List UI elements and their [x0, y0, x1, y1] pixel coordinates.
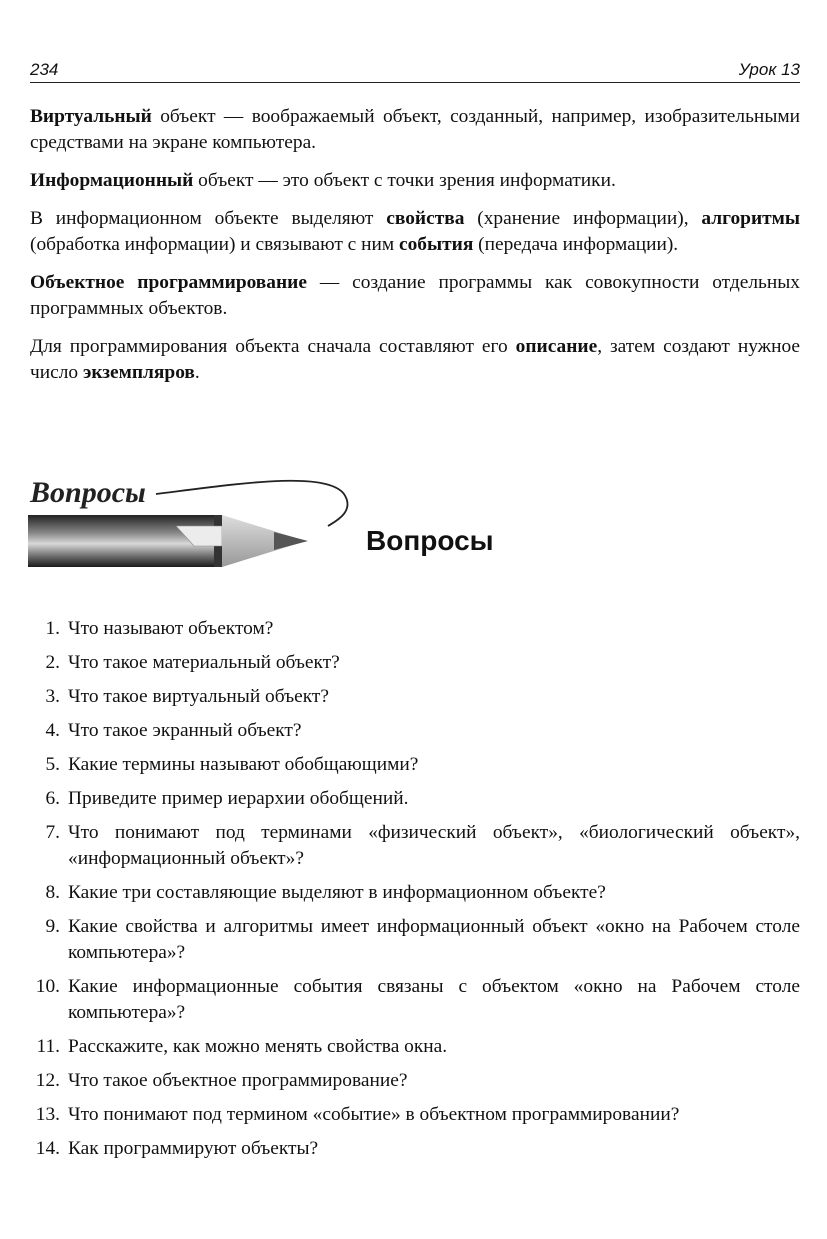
question-number: 8. — [45, 882, 60, 903]
question-text: Что такое виртуальный объект? — [68, 686, 330, 707]
question-item — [30, 1068, 800, 1094]
paragraph — [30, 206, 800, 258]
question-text: Приведите пример иерархии обобщений. — [68, 788, 409, 809]
question-number: 1. — [45, 618, 60, 639]
text-segment: (хранение информации), — [464, 208, 702, 229]
bold-term: события — [399, 234, 474, 255]
question-item — [30, 820, 800, 872]
question-number: 11. — [36, 1036, 60, 1057]
page-number: 234 — [30, 60, 59, 79]
question-text: Расскажите, как можно менять свойства окна. — [68, 1036, 448, 1057]
question-text: Какие информационные события связаны с объектом «окно на Рабочем столе компьютера»? — [68, 976, 800, 1023]
question-number: 5. — [45, 754, 60, 775]
question-number: 14. — [35, 1138, 60, 1159]
question-number: 7. — [45, 822, 60, 843]
text-segment: объект — воображаемый объект, созданный, например, изобразительными средствами на экране компьютера. — [30, 106, 800, 153]
bold-term: описание — [515, 336, 598, 357]
section-title: Вопросы — [366, 525, 494, 556]
text-segment: (обработка информации) и связывают с ним — [30, 234, 399, 255]
questions-list — [30, 616, 800, 1170]
question-text: Какие термины называют обобщающими? — [68, 754, 419, 775]
text-segment: объект — это объект с точки зрения информатики. — [193, 170, 616, 191]
question-text: Как программируют объекты? — [68, 1138, 319, 1159]
paragraph — [30, 270, 800, 322]
question-text: Что такое объектное программирование? — [68, 1070, 408, 1091]
text-segment: — создание программы как совокупности отдельных программных объектов. — [30, 272, 800, 319]
bold-term: экземпляров — [82, 362, 195, 383]
paragraph — [30, 334, 800, 386]
body-text — [30, 104, 800, 398]
question-item — [30, 914, 800, 966]
question-text: Какие три составляющие выделяют в информационном объекте? — [68, 882, 606, 903]
question-item — [30, 684, 800, 710]
bold-term: Виртуальный — [30, 106, 152, 127]
text-segment: В информационном объекте выделяют — [30, 208, 387, 229]
text-segment: . — [194, 362, 200, 383]
question-text: Что называют объектом? — [68, 618, 274, 639]
question-item — [30, 616, 800, 642]
logo-text: Вопросы — [30, 476, 146, 509]
question-number: 3. — [45, 686, 60, 707]
questions-pencil-logo — [26, 470, 356, 580]
question-item — [30, 650, 800, 676]
bold-term: Информационный — [30, 170, 194, 191]
bold-term: алгоритмы — [701, 208, 800, 229]
question-text: Что такое материальный объект? — [68, 652, 340, 673]
question-item — [30, 1102, 800, 1128]
question-item — [30, 880, 800, 906]
paragraph — [30, 168, 800, 194]
bold-term: Объектное программирование — [30, 272, 307, 293]
question-text: Что понимают под термином «событие» в объектном программировании? — [68, 1104, 680, 1125]
question-item — [30, 718, 800, 744]
question-item — [30, 1034, 800, 1060]
question-item — [30, 752, 800, 778]
question-number: 2. — [45, 652, 60, 673]
question-item — [30, 1136, 800, 1162]
paragraph — [30, 104, 800, 156]
lesson-label: Урок 13 — [738, 60, 800, 79]
question-number: 13. — [35, 1104, 60, 1125]
page-header — [30, 60, 800, 83]
question-text: Что такое экранный объект? — [68, 720, 302, 741]
text-segment: , затем создают нужное число — [30, 336, 800, 383]
text-segment: Для программирования объекта сначала составляют его — [30, 336, 516, 357]
question-item — [30, 974, 800, 1026]
question-number: 6. — [45, 788, 60, 809]
question-item — [30, 786, 800, 812]
pencil-icon — [26, 470, 356, 580]
question-number: 9. — [45, 916, 60, 937]
text-segment: (передача информации). — [473, 234, 679, 255]
question-number: 12. — [35, 1070, 60, 1091]
bold-term: свойства — [386, 208, 465, 229]
question-text: Что понимают под терминами «физический объект», «биологический объект», «информационный объект»? — [68, 822, 800, 869]
question-number: 4. — [45, 720, 60, 741]
question-text: Какие свойства и алгоритмы имеет информационный объект «окно на Рабочем столе компьютера»? — [68, 916, 800, 963]
question-number: 10. — [35, 976, 60, 997]
